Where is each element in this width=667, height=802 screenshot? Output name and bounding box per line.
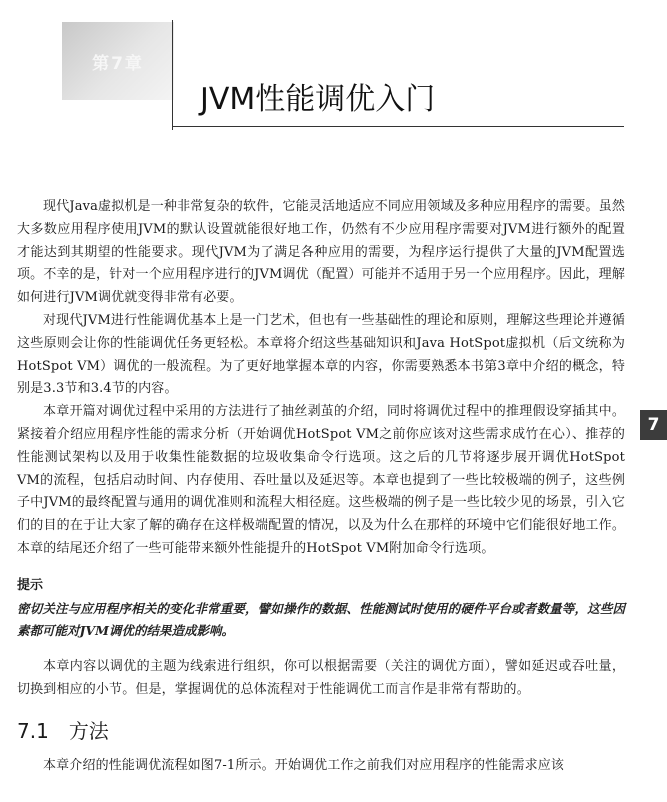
body-paragraph: 对现代JVM进行性能调优基本上是一门艺术，但也有一些基础性的理论和原则，理解这些理论并遵循这些原则会让你的性能调优任务更轻松。本章将介绍这些基础知识和Java HotSpot虚拟机（后文统称为HotSpot VM）调优的一般流程。为了更好地掌握本章的内容，你需要熟悉本书第3章中介绍的概念，特别是3.3节和3.4节的内容。 xyxy=(17,312,625,397)
body-paragraph: 本章内容以调优的主题为线索进行组织，你可以根据需要（关注的调优方面），譬如延迟或吞吐量，切换到相应的小节。但是，掌握调优的总体流程对于性能调优工而言作是非常有帮助的。 xyxy=(17,658,625,697)
note-heading: 提示 xyxy=(17,577,44,593)
title-horizontal-rule xyxy=(172,126,624,127)
section-number: 7.1 xyxy=(17,719,49,744)
title-vertical-rule xyxy=(172,20,173,130)
body-paragraph: 现代Java虚拟机是一种非常复杂的软件，它能灵活地适应不同应用领域及多种应用程序的需要。虽然大多数应用程序使用JVM的默认设置就能很好地工作，仍然有不少应用程序需要对JVM进行额外的配置才能达到其期望的性能要求。现代JVM为了满足各种应用的需要，为程序运行提供了大量的JVM配置选项。不幸的是，针对一个应用程序进行的JVM调优（配置）可能并不适用于另一个应用程序。因此，理解如何进行JVM调优就变得非常有必要。 xyxy=(17,199,625,306)
section-heading xyxy=(17,717,625,745)
chapter-badge xyxy=(62,22,174,100)
note-text: 密切关注与应用程序相关的变化非常重要，譬如操作的数据、性能测试时使用的硬件平台或者数量等，这些因素都可能对JVM调优的结果造成影响。 xyxy=(17,600,625,638)
section-title: 方法 xyxy=(68,719,109,744)
chapter-side-tab: 7 xyxy=(640,410,667,440)
chapter-title: JVM性能调优入门 xyxy=(200,82,436,117)
body-paragraph: 本章开篇对调优过程中采用的方法进行了抽丝剥茧的介绍，同时将调优过程中的推理假设穿插其中。紧接着介绍应用程序性能的需求分析（开始调优HotSpot VM之前你应该对这些需求成竹在心）、推荐的性能测试架构以及用于收集性能数据的垃圾收集命令行选项。这之后的几节将逐步展开调优HotSpot VM的流程，包括启动时间、内存使用、吞吐量以及延迟等。本章也提到了一些比较极端的例子，这些例子中JVM的最终配置与通用的调优准则和流程大相径庭。这些极端的例子是一些比较少见的场景，引入它们的目的在于让大家了解的确存在这样极端配置的情况，以及为什么在那样的环境中它们能很好地工作。本章的结尾还介绍了一些可能带来额外性能提升的HotSpot VM附加命令行选项。 xyxy=(17,404,625,556)
body-paragraph: 本章介绍的性能调优流程如图7-1所示。开始调优工作之前我们对应用程序的性能需求应该 xyxy=(43,758,565,774)
chapter-body xyxy=(17,196,625,778)
chapter-badge-label: 第7章 xyxy=(92,53,144,74)
